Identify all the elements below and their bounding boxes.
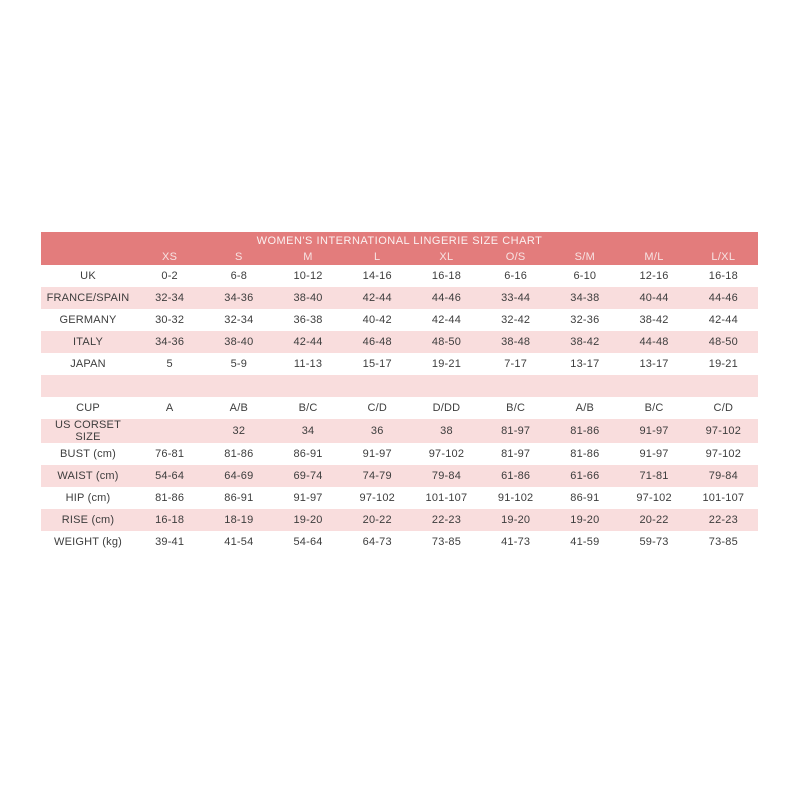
value-cell: B/C: [644, 402, 664, 414]
value-cell: 64-73: [362, 536, 392, 548]
value-cell: A/B: [229, 402, 248, 414]
size-header: L: [343, 249, 412, 265]
size-header: O/S: [481, 249, 550, 265]
value-cell: 81-97: [501, 448, 531, 460]
value-cell: [343, 375, 412, 397]
value-cell: [481, 375, 550, 397]
table-row: [41, 331, 758, 353]
size-header: L/XL: [689, 249, 758, 265]
value-cell: [619, 375, 688, 397]
value-cell: 91-97: [362, 448, 392, 460]
value-cell: 16-18: [155, 514, 185, 526]
value-cell: [273, 375, 342, 397]
value-cell: A/B: [575, 402, 595, 414]
value-cell: 46-48: [362, 336, 392, 348]
value-cell: 81-97: [501, 425, 531, 437]
value-cell: 16-18: [708, 270, 738, 282]
size-header: M/L: [619, 249, 688, 265]
table-row: [41, 397, 758, 419]
value-cell: 44-48: [639, 336, 669, 348]
value-cell: 44-46: [431, 292, 462, 304]
value-cell: 42-44: [431, 314, 462, 326]
table-row: [41, 265, 758, 287]
value-cell: D/DD: [432, 402, 461, 414]
value-cell: 74-79: [362, 470, 392, 482]
size-header: XL: [412, 249, 481, 265]
value-cell: 73-85: [708, 536, 738, 548]
size-header: S/M: [550, 249, 619, 265]
value-cell: 5-9: [230, 358, 248, 370]
value-cell: 34-38: [570, 292, 600, 304]
value-cell: 13-17: [570, 358, 600, 370]
row-label: HIP (cm): [65, 492, 111, 504]
value-cell: 38-48: [501, 336, 531, 348]
value-cell: 19-20: [570, 514, 600, 526]
corner-cell: [41, 249, 135, 265]
value-cell: 97-102: [705, 425, 742, 437]
value-cell: 54-64: [293, 536, 323, 548]
value-cell: [689, 375, 758, 397]
row-label: FRANCE/SPAIN: [46, 292, 130, 304]
value-cell: B/C: [298, 402, 318, 414]
value-cell: 36: [370, 425, 384, 437]
value-cell: 86-91: [570, 492, 600, 504]
value-cell: 64-69: [224, 470, 254, 482]
value-cell: 97-102: [636, 492, 672, 504]
value-cell: 40-42: [362, 314, 392, 326]
value-cell: 33-44: [501, 292, 531, 304]
value-cell: 11-13: [293, 358, 323, 370]
value-cell: 19-20: [501, 514, 531, 526]
value-cell: [204, 375, 273, 397]
value-cell: [550, 375, 619, 397]
value-cell: 18-19: [224, 514, 254, 526]
value-cell: 14-16: [362, 270, 392, 282]
size-chart-table: [41, 232, 758, 553]
size-header: M: [273, 249, 342, 265]
value-cell: B/C: [506, 402, 526, 414]
value-cell: 48-50: [708, 336, 738, 348]
value-cell: 34: [301, 425, 315, 437]
value-cell: 97-102: [428, 448, 465, 460]
value-cell: 13-17: [639, 358, 669, 370]
value-cell: 34-36: [224, 292, 254, 304]
value-cell: 32-34: [224, 314, 254, 326]
value-cell: 97-102: [359, 492, 395, 504]
value-cell: 42-44: [362, 292, 392, 304]
value-cell: 91-97: [293, 492, 323, 504]
size-header-row: [41, 249, 758, 265]
value-cell: 32: [232, 425, 246, 437]
row-label: RISE (cm): [61, 514, 115, 526]
table-row: [41, 487, 758, 509]
value-cell: 19-21: [708, 358, 738, 370]
size-header: S: [204, 249, 273, 265]
value-cell: 6-10: [573, 270, 597, 282]
chart-title-row: [41, 232, 758, 249]
value-cell: 5: [166, 358, 173, 370]
value-cell: 19-20: [293, 514, 323, 526]
value-cell: A: [165, 402, 174, 414]
value-cell: 36-38: [293, 314, 323, 326]
row-label: CUP: [76, 402, 100, 414]
row-label: US CORSET SIZE: [55, 419, 121, 443]
table-row: [41, 309, 758, 331]
value-cell: 91-102: [497, 492, 534, 504]
value-cell: 42-44: [708, 314, 738, 326]
table-row: [41, 353, 758, 375]
value-cell: [135, 375, 204, 397]
value-cell: 86-91: [224, 492, 254, 504]
value-cell: 0-2: [161, 270, 178, 282]
chart-title: WOMEN'S INTERNATIONAL LINGERIE SIZE CHART: [41, 232, 758, 249]
value-cell: 38-40: [293, 292, 323, 304]
value-cell: 61-66: [570, 470, 600, 482]
table-row: [41, 419, 758, 443]
value-cell: C/D: [713, 402, 734, 414]
value-cell: [135, 419, 204, 443]
spacer-row: [41, 375, 758, 397]
value-cell: 71-81: [639, 470, 669, 482]
value-cell: 20-22: [362, 514, 392, 526]
value-cell: 38-40: [224, 336, 254, 348]
value-cell: 97-102: [705, 448, 742, 460]
value-cell: 41-73: [501, 536, 531, 548]
value-cell: 41-59: [570, 536, 600, 548]
value-cell: 19-21: [431, 358, 462, 370]
value-cell: 16-18: [431, 270, 462, 282]
value-cell: 40-44: [639, 292, 669, 304]
value-cell: 30-32: [155, 314, 185, 326]
value-cell: 12-16: [639, 270, 669, 282]
value-cell: 32-34: [155, 292, 185, 304]
value-cell: [412, 375, 481, 397]
value-cell: 44-46: [708, 292, 738, 304]
row-label: UK: [80, 270, 96, 282]
value-cell: 22-23: [708, 514, 738, 526]
row-label: ITALY: [73, 336, 103, 348]
value-cell: 20-22: [639, 514, 669, 526]
value-cell: 10-12: [293, 270, 323, 282]
value-cell: 61-86: [501, 470, 531, 482]
value-cell: 34-36: [155, 336, 185, 348]
value-cell: 22-23: [431, 514, 462, 526]
table-row: [41, 443, 758, 465]
value-cell: 91-97: [639, 448, 669, 460]
value-cell: 79-84: [431, 470, 462, 482]
value-cell: 38: [440, 425, 453, 437]
value-cell: 91-97: [639, 425, 669, 437]
value-cell: 6-16: [504, 270, 528, 282]
value-cell: 81-86: [570, 425, 600, 437]
table-row: [41, 287, 758, 309]
value-cell: 54-64: [155, 470, 185, 482]
value-cell: 69-74: [293, 470, 323, 482]
value-cell: 86-91: [293, 448, 323, 460]
table-row: [41, 509, 758, 531]
value-cell: 59-73: [639, 536, 669, 548]
row-label: GERMANY: [59, 314, 117, 326]
value-cell: 32-36: [570, 314, 600, 326]
value-cell: 42-44: [293, 336, 323, 348]
value-cell: 38-42: [570, 336, 600, 348]
value-cell: 39-41: [155, 536, 185, 548]
value-cell: 73-85: [431, 536, 462, 548]
table-row: [41, 465, 758, 487]
value-cell: 81-86: [224, 448, 254, 460]
value-cell: 38-42: [639, 314, 669, 326]
row-label: [41, 375, 135, 397]
value-cell: 81-86: [155, 492, 185, 504]
value-cell: 81-86: [570, 448, 600, 460]
value-cell: 79-84: [708, 470, 738, 482]
value-cell: 32-42: [501, 314, 531, 326]
value-cell: 101-107: [425, 492, 468, 504]
value-cell: 76-81: [155, 448, 185, 460]
value-cell: 7-17: [504, 358, 528, 370]
table-row: [41, 531, 758, 553]
value-cell: 41-54: [224, 536, 254, 548]
row-label: WAIST (cm): [57, 470, 119, 482]
value-cell: 48-50: [431, 336, 462, 348]
value-cell: 6-8: [230, 270, 248, 282]
row-label: WEIGHT (kg): [54, 536, 123, 548]
row-label: BUST (cm): [60, 448, 116, 460]
value-cell: 15-17: [362, 358, 392, 370]
value-cell: C/D: [367, 402, 388, 414]
size-header: XS: [135, 249, 204, 265]
value-cell: 101-107: [702, 492, 745, 504]
row-label: JAPAN: [70, 358, 106, 370]
